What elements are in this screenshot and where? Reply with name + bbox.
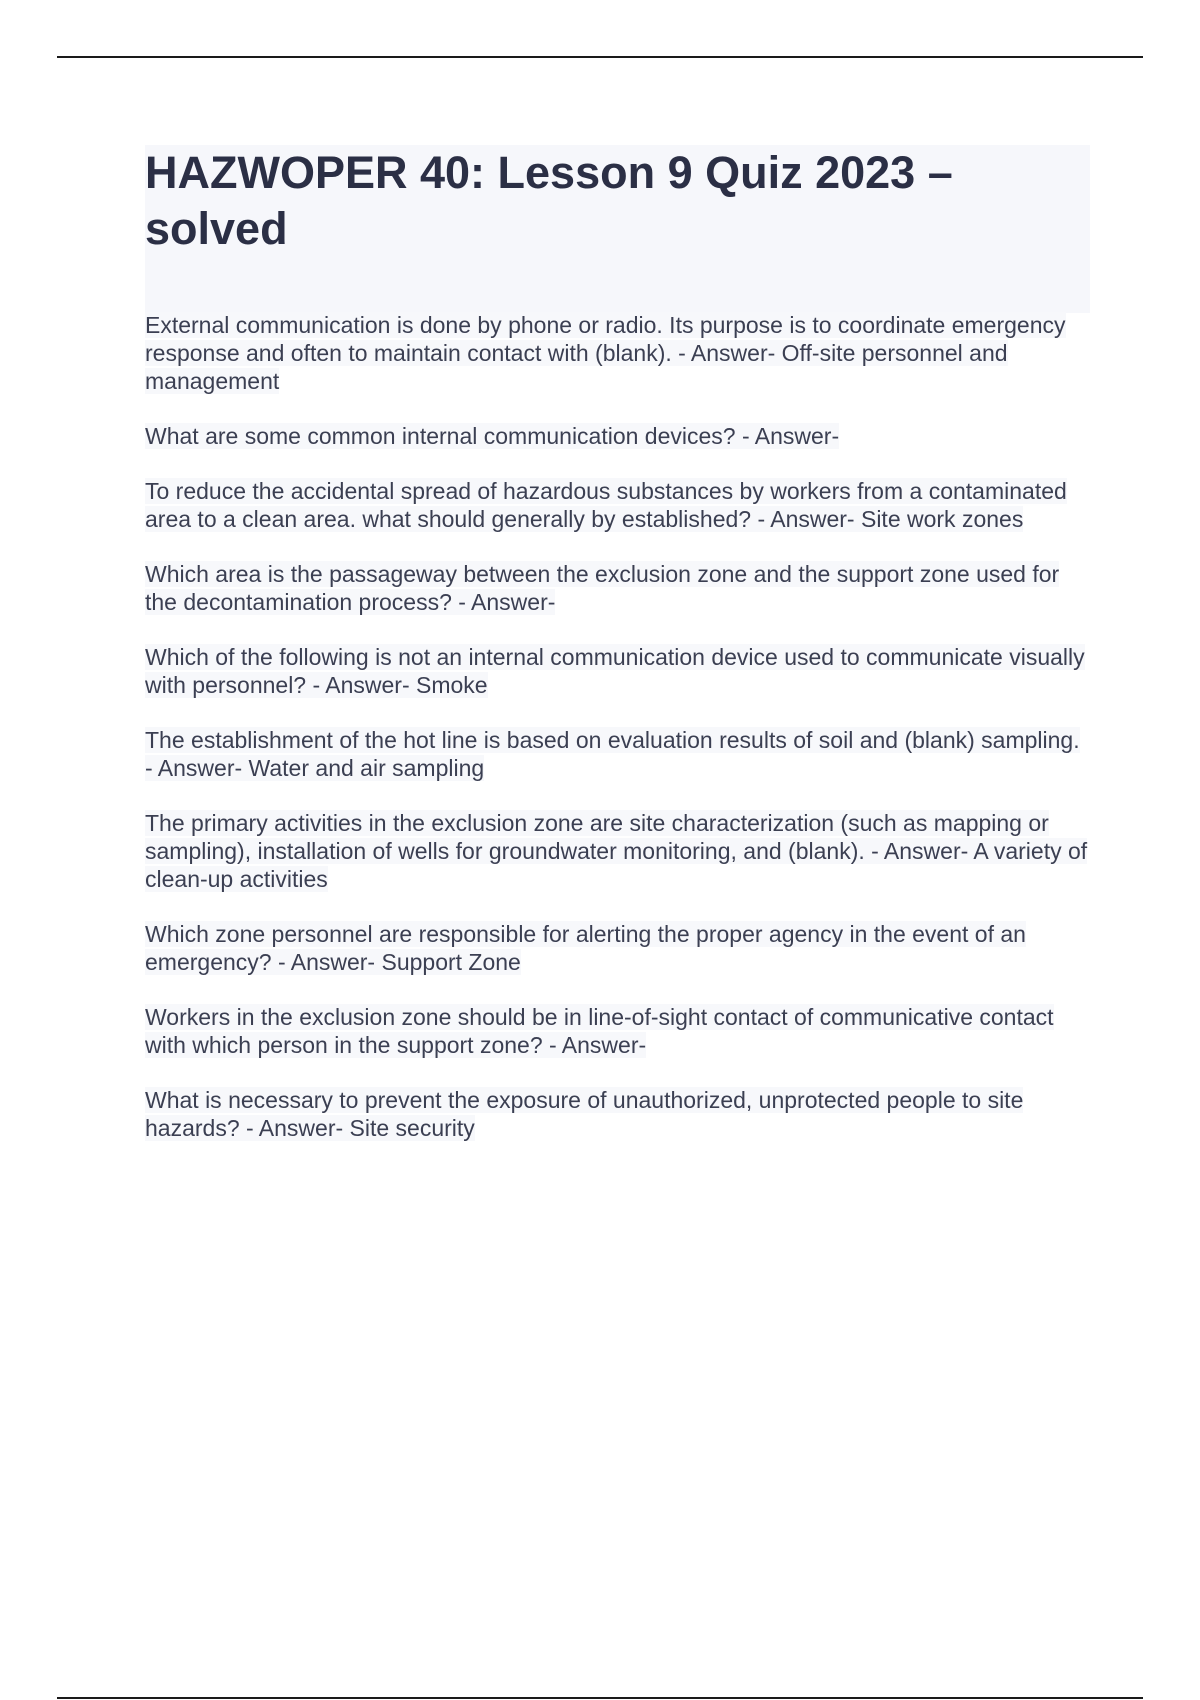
qa-text: External communication is done by phone or radio. Its purpose is to coordinate emergency response and often to maintain contact with (blank). - Answer- Off-site personnel and management — [145, 312, 1066, 394]
qa-text: What is necessary to prevent the exposure of unauthorized, unprotected people to site hazards? - Answer- Site security — [145, 1087, 1024, 1141]
qa-text: What are some common internal communication devices? - Answer- — [145, 423, 840, 449]
qa-item — [145, 1003, 1090, 1059]
title-block — [145, 145, 1090, 313]
bottom-rule — [57, 1697, 1143, 1699]
qa-item — [145, 726, 1090, 782]
qa-item — [145, 311, 1090, 395]
qa-text: Which of the following is not an internal communication device used to communicate visually with personnel? - Answer- Smoke — [145, 644, 1085, 698]
qa-item — [145, 643, 1090, 699]
qa-text: Which area is the passageway between the exclusion zone and the support zone used for the decontamination process? - Answer- — [145, 561, 1060, 615]
qa-text: Which zone personnel are responsible for alerting the proper agency in the event of an emergency? - Answer- Support Zone — [145, 921, 1026, 975]
qa-text: The primary activities in the exclusion zone are site characterization (such as mapping or sampling), installation of wells for groundwater monitoring, and (blank). - Answer- A variety of clean-up activities — [145, 810, 1088, 892]
top-rule — [57, 56, 1143, 58]
qa-item — [145, 1086, 1090, 1142]
qa-list — [145, 311, 1090, 1169]
qa-item — [145, 920, 1090, 976]
page-title: HAZWOPER 40: Lesson 9 Quiz 2023 – solved — [145, 147, 953, 254]
qa-item — [145, 477, 1090, 533]
qa-text: The establishment of the hot line is based on evaluation results of soil and (blank) sampling. - Answer- Water and air sampling — [145, 727, 1080, 781]
qa-item — [145, 809, 1090, 893]
qa-text: Workers in the exclusion zone should be in line-of-sight contact of communicative contact with which person in the support zone? - Answer- — [145, 1004, 1054, 1058]
qa-text: To reduce the accidental spread of hazardous substances by workers from a contaminated area to a clean area. what should generally by established? - Answer- Site work zones — [145, 478, 1067, 532]
qa-item — [145, 560, 1090, 616]
qa-item — [145, 422, 1090, 450]
